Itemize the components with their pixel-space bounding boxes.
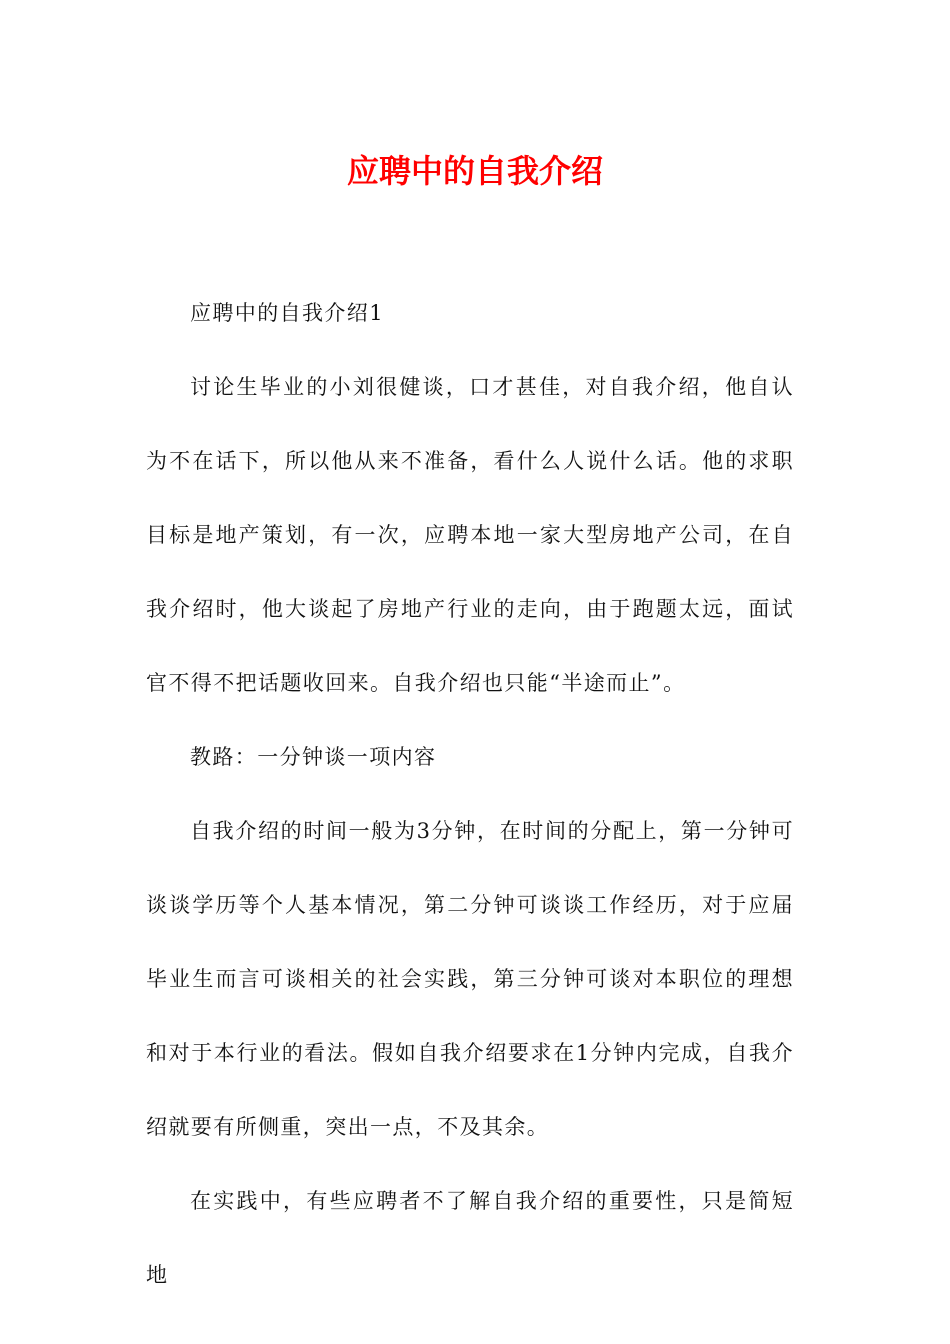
paragraph-story: 讨论生毕业的小刘很健谈，口才甚佳，对自我介绍，他自认为不在话下，所以他从来不准备，看什么人说什么话。他的求职目标是地产策划，有一次，应聘本地一家大型房地产公司，在自我介绍时，他大谈起了房地产行业的走向，由于跑题太远，面试官不得不把话题收回来。自我介绍也只能“半途而止”。 <box>146 375 794 695</box>
paragraph-practice: 在实践中，有些应聘者不了解自我介绍的重要性，只是简短地 <box>146 1189 794 1287</box>
paragraph-time-allocation: 自我介绍的时间一般为3分钟，在时间的分配上，第一分钟可谈谈学历等个人基本情况，第二分钟可谈谈工作经历，对于应届毕业生而言可谈相关的社会实践，第三分钟可谈对本职位的理想和对于本行业的看法。假如自我介绍要求在1分钟内完成，自我介绍就要有所侧重，突出一点，不及其余。 <box>146 819 794 1139</box>
paragraph-section-heading: 应聘中的自我介绍1 <box>190 301 384 325</box>
paragraph-tip-heading: 教路：一分钟谈一项内容 <box>190 745 437 769</box>
document-title: 应聘中的自我介绍 <box>346 152 603 190</box>
document-body <box>146 276 794 1312</box>
